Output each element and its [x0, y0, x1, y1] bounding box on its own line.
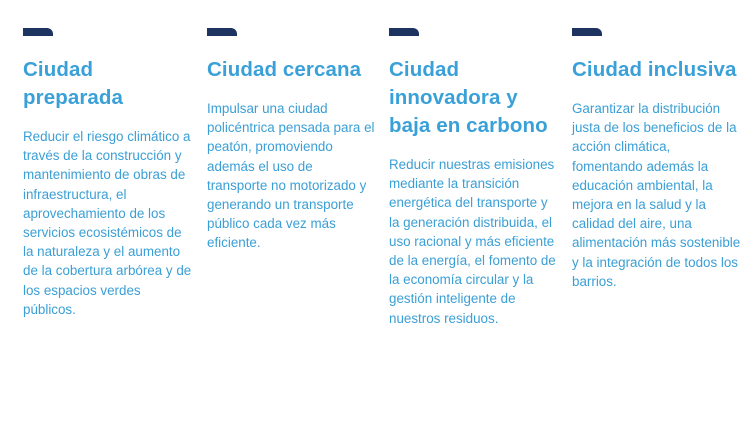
pillar-description: Reducir nuestras emisiones mediante la transición energética del transporte y la generación distribuida, el uso racional y más eficiente de la energía, el fomento de la economía circular y la gestión inteligente de nuestros residuos.: [389, 157, 556, 326]
pillar-description: Impulsar una ciudad policéntrica pensada para el peatón, promoviendo además el uso de transporte no motorizado y generando un transporte público cada vez más eficiente.: [207, 101, 375, 251]
pillar-card-inclusiva: [572, 28, 744, 291]
card-tab-marker: [389, 28, 419, 36]
pillar-card-innovadora: [389, 28, 559, 328]
card-tab-marker: [207, 28, 237, 36]
pillar-description: Garantizar la distribución justa de los beneficios de la acción climática, fomentando además la educación ambiental, la mejora en la salud y la calidad del aire, una alimentación más sostenible y la integración de todos los barrios.: [572, 101, 741, 289]
pillar-description: Reducir el riesgo climático a través de la construcción y mantenimiento de obras de infraestructura, el aprovechamiento de los servicios ecosistémicos de la naturaleza y el aumento de la cobertura arbórea y de los espacios verdes públicos.: [23, 129, 192, 317]
pillar-title: Ciudad preparada: [23, 58, 124, 109]
pillar-card-preparada: [23, 28, 195, 319]
pillar-title: Ciudad cercana: [207, 58, 362, 81]
pillar-card-cercana: [207, 28, 375, 253]
card-tab-marker: [572, 28, 602, 36]
card-tab-marker: [23, 28, 53, 36]
pillar-title: Ciudad innovadora y baja en carbono: [389, 58, 548, 137]
pillar-title: Ciudad inclusiva: [572, 58, 737, 81]
